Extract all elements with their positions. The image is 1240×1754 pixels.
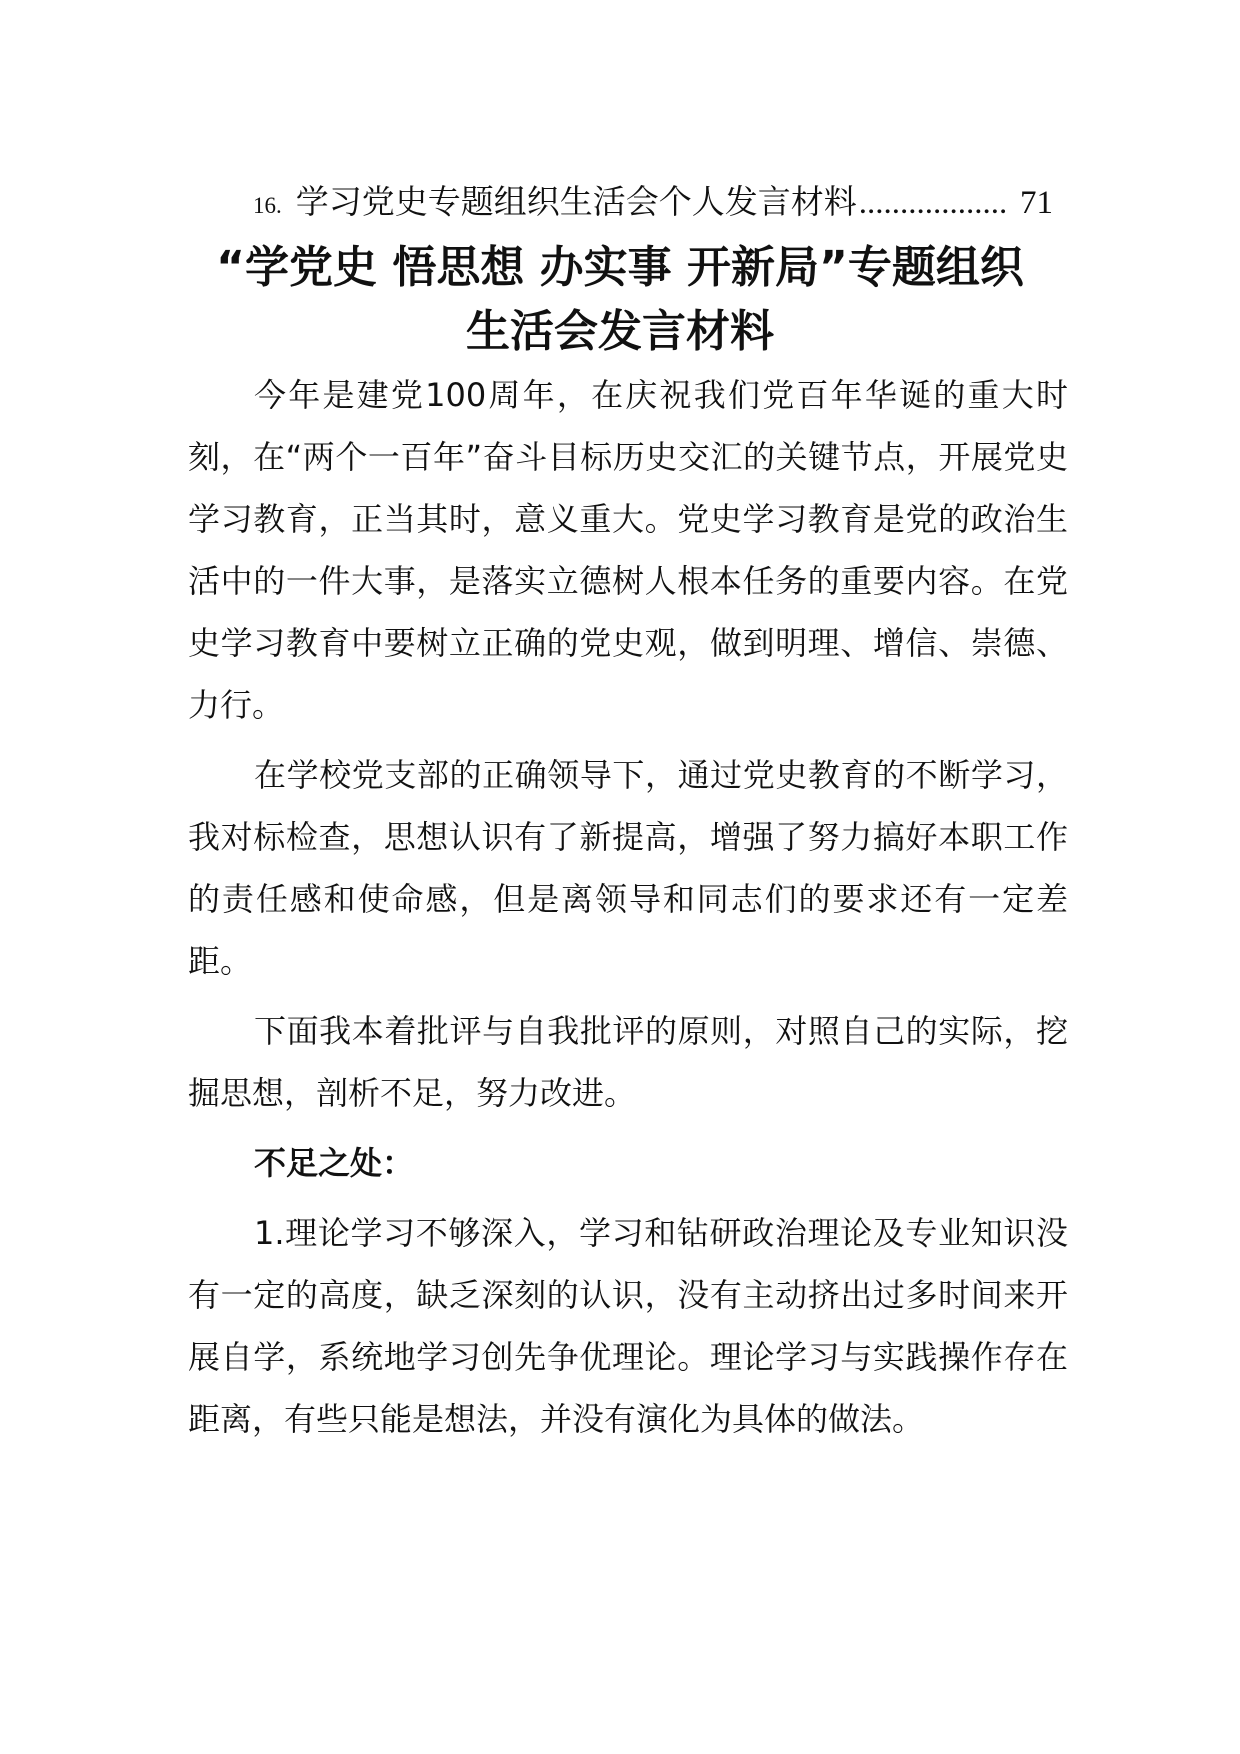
toc-entry	[253, 176, 1053, 220]
body-paragraph-2: 在学校党支部的正确领导下，通过党史教育的不断学习，我对标检查，思想认识有了新提高，增强了努力搞好本职工作的责任感和使命感，但是离领导和同志们的要求还有一定差距。	[188, 756, 1068, 980]
document-body	[188, 364, 1068, 1458]
toc-entry-leader: ..................	[858, 185, 1008, 220]
toc-entry-number: 16.	[253, 193, 282, 218]
body-paragraph-3: 下面我本着批评与自我批评的原则，对照自己的实际，挖掘思想，剖析不足，努力改进。	[188, 1012, 1068, 1112]
section-heading-shortcomings: 不足之处：	[254, 1144, 415, 1182]
toc-entry-title: 学习党史专题组织生活会个人发言材料	[295, 182, 857, 220]
document-title-line-2: 生活会发言材料	[466, 306, 774, 357]
body-paragraph-1: 今年是建党100周年，在庆祝我们党百年华诞的重大时刻，在“两个一百年”奋斗目标历史交汇的关键节点，开展党史学习教育，正当其时，意义重大。党史学习教育是党的政治生活中的一件大事，是落实立德树人根本任务的重要内容。在党史学习教育中要树立正确的党史观，做到明理、增信、崇德、力行。	[188, 376, 1068, 724]
document-title-line-1: “学党史 悟思想 办实事 开新局”专题组织	[216, 242, 1024, 293]
toc-entry-page-number: 71	[1020, 185, 1053, 220]
body-paragraph-4: 1.理论学习不够深入，学习和钻研政治理论及专业知识没有一定的高度，缺乏深刻的认识，没有主动挤出过多时间来开展自学，系统地学习创先争优理论。理论学习与实践操作存在距离，有些只能是想法，并没有演化为具体的做法。	[188, 1214, 1068, 1438]
document-title	[150, 236, 1090, 364]
